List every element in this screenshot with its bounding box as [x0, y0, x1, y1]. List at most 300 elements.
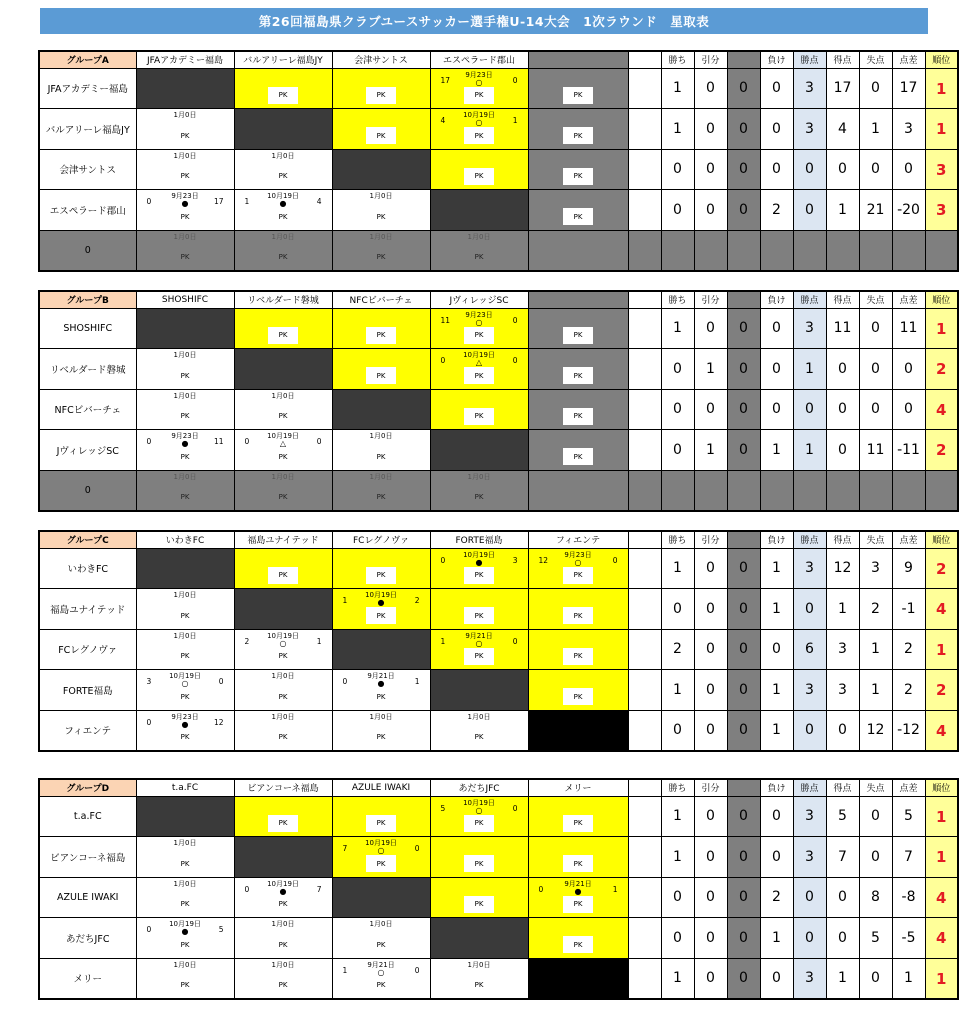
match-cell[interactable] [430, 230, 528, 271]
stat-value: 0 [826, 918, 859, 959]
pk-box: PK [563, 688, 593, 705]
stat-value: 1 [760, 548, 793, 589]
rank-cell [925, 190, 958, 231]
match-date: 1月0日 [369, 472, 393, 481]
match-cell[interactable] [234, 710, 332, 751]
pk-box: PK [563, 127, 593, 144]
result-mark: ● [475, 557, 483, 567]
row-team-name: 会津サントス [39, 149, 136, 190]
match-date: 1月0日 [271, 672, 295, 680]
stat-header: 順位 [925, 779, 958, 796]
rank-cell [925, 430, 958, 471]
stat-value: 1 [826, 589, 859, 630]
pk-box: PK [366, 936, 396, 953]
stat-value [661, 470, 694, 511]
match-cell[interactable] [430, 109, 528, 150]
match-cell[interactable] [332, 589, 430, 630]
match-content [529, 430, 628, 470]
pk-box: PK [563, 168, 593, 185]
pk-box: PK [464, 567, 494, 584]
match-cell[interactable] [332, 837, 430, 878]
table-row [39, 349, 958, 390]
stat-value: 1 [793, 430, 826, 471]
stat-value: 0 [694, 109, 727, 150]
match-cell[interactable] [528, 68, 628, 109]
match-content [529, 878, 628, 918]
rank-value: 1 [936, 848, 947, 867]
stat-value: 0 [760, 629, 793, 670]
pk-box: PK [268, 327, 298, 344]
match-content [333, 797, 430, 837]
stat-value: 0 [694, 877, 727, 918]
rank-cell [925, 629, 958, 670]
match-cell[interactable] [430, 470, 528, 511]
match-cell[interactable] [234, 958, 332, 999]
header-row [39, 291, 958, 308]
column-team-name: FCレグノヴァ [332, 531, 430, 548]
match-cell[interactable] [528, 670, 628, 711]
table-row [39, 109, 958, 150]
pk-box: PK [376, 493, 386, 501]
match-content [137, 231, 234, 271]
match-cell[interactable] [332, 918, 430, 959]
stat-header: 失点 [859, 779, 892, 796]
match-cell[interactable] [136, 918, 234, 959]
pk-box: PK [170, 896, 200, 913]
match-cell[interactable] [332, 308, 430, 349]
column-team-name: JヴィレッジSC [430, 291, 528, 308]
match-cell[interactable] [430, 389, 528, 430]
pk-box: PK [464, 729, 494, 746]
match-cell[interactable] [234, 149, 332, 190]
match-cell[interactable] [430, 349, 528, 390]
match-cell[interactable] [234, 68, 332, 109]
column-team-name [528, 51, 628, 68]
row-team-name: t.a.FC [39, 796, 136, 837]
match-content [431, 878, 528, 918]
match-cell[interactable] [136, 837, 234, 878]
stat-header [727, 51, 760, 68]
match-date: 10月19日 [463, 550, 495, 559]
match-cell[interactable] [136, 629, 234, 670]
match-cell[interactable] [136, 149, 234, 190]
match-cell[interactable] [136, 109, 234, 150]
match-cell[interactable] [430, 149, 528, 190]
pk-box: PK [170, 607, 200, 624]
match-content [235, 630, 332, 670]
rank-cell [925, 389, 958, 430]
table-row [39, 589, 958, 630]
stat-value: 0 [694, 149, 727, 190]
stat-value [760, 230, 793, 271]
stat-header: 勝点 [793, 291, 826, 308]
pk-box: PK [366, 607, 396, 624]
pk-box: PK [563, 607, 593, 624]
match-cell[interactable] [528, 389, 628, 430]
stat-value: 0 [859, 389, 892, 430]
result-mark: ○ [475, 317, 483, 327]
score-right: 0 [512, 75, 518, 85]
match-cell[interactable] [332, 68, 430, 109]
match-cell[interactable] [528, 430, 628, 471]
match-cell[interactable] [234, 190, 332, 231]
score-left: 0 [244, 437, 250, 446]
match-cell[interactable] [430, 589, 528, 630]
stat-value: 2 [760, 877, 793, 918]
match-cell[interactable] [430, 796, 528, 837]
pk-box: PK [366, 127, 396, 144]
match-date: 10月19日 [365, 839, 397, 847]
match-cell[interactable] [528, 629, 628, 670]
stat-value: 3 [793, 670, 826, 711]
stat-header: 順位 [925, 291, 958, 308]
pk-box: PK [563, 208, 593, 225]
match-content [137, 630, 234, 670]
pk-box: PK [170, 936, 200, 953]
table-row [39, 190, 958, 231]
score-right: 11 [213, 437, 224, 446]
rank-value: 2 [936, 559, 947, 578]
match-cell[interactable] [332, 470, 430, 511]
group-name: グループA [39, 51, 136, 68]
spacer-cell [628, 349, 661, 390]
match-cell[interactable] [430, 710, 528, 751]
spacer-cell [628, 629, 661, 670]
stat-value: 0 [727, 670, 760, 711]
stat-value [727, 470, 760, 511]
stat-value: 0 [661, 190, 694, 231]
match-cell[interactable] [332, 230, 430, 271]
match-cell[interactable] [430, 308, 528, 349]
rank-cell [925, 470, 958, 511]
pk-box: PK [170, 448, 200, 465]
match-cell[interactable] [234, 796, 332, 837]
match-date: 9月21日 [564, 879, 592, 888]
match-cell[interactable] [528, 109, 628, 150]
match-cell[interactable] [234, 918, 332, 959]
match-cell[interactable] [332, 710, 430, 751]
stat-value: 0 [661, 349, 694, 390]
rank-value: 4 [936, 721, 947, 740]
spacer-cell [628, 389, 661, 430]
match-cell[interactable] [528, 149, 628, 190]
match-cell[interactable] [332, 670, 430, 711]
spacer-cell [628, 589, 661, 630]
score-right: 1 [612, 884, 618, 894]
stat-header: 得点 [826, 779, 859, 796]
stat-value: 0 [727, 710, 760, 751]
match-content [235, 430, 332, 470]
result-mark: △ [475, 358, 483, 367]
stat-value: 1 [859, 629, 892, 670]
match-cell[interactable] [136, 589, 234, 630]
row-team-name: メリー [39, 958, 136, 999]
rank-cell [925, 958, 958, 999]
stat-value: 0 [793, 710, 826, 751]
stat-value: 0 [727, 837, 760, 878]
pk-box: PK [170, 688, 200, 705]
pk-box: PK [563, 87, 593, 104]
pk-box: PK [563, 855, 593, 872]
match-cell[interactable] [528, 877, 628, 918]
score-left: 0 [146, 437, 152, 446]
pk-box: PK [268, 648, 298, 665]
match-content [431, 349, 528, 389]
match-cell[interactable] [528, 589, 628, 630]
match-date: 1月0日 [369, 192, 393, 200]
match-cell[interactable] [234, 670, 332, 711]
column-team-name: AZULE IWAKI [332, 779, 430, 796]
rank-value: 1 [936, 79, 947, 98]
match-cell[interactable] [332, 190, 430, 231]
match-content [235, 190, 332, 230]
stat-value: 0 [694, 670, 727, 711]
match-content [333, 711, 430, 751]
match-date: 10月19日 [463, 798, 495, 807]
match-date: 1月0日 [271, 712, 295, 721]
stat-value: 1 [826, 958, 859, 999]
match-cell[interactable] [528, 470, 628, 511]
match-date: 9月21日 [465, 631, 493, 640]
match-cell[interactable] [332, 430, 430, 471]
match-cell [332, 389, 430, 430]
stat-value: 3 [793, 308, 826, 349]
score-right: 1 [316, 636, 322, 646]
match-cell[interactable] [234, 230, 332, 271]
stat-value [892, 230, 925, 271]
column-team-name: NFCビバーチェ [332, 291, 430, 308]
match-content [529, 309, 628, 349]
column-team-name: フィエンテ [528, 531, 628, 548]
group-name: グループC [39, 531, 136, 548]
match-content [137, 878, 234, 918]
spacer-cell [628, 470, 661, 511]
match-date: 10月19日 [267, 631, 299, 640]
table-row [39, 230, 958, 271]
column-team-name: SHOSHIFC [136, 291, 234, 308]
match-date: 9月23日 [465, 70, 493, 79]
result-mark: ○ [475, 638, 483, 648]
match-cell[interactable] [136, 670, 234, 711]
match-cell[interactable] [528, 796, 628, 837]
match-date: 10月19日 [267, 879, 299, 888]
result-mark: ● [181, 439, 189, 448]
stat-value: 11 [859, 430, 892, 471]
match-cell[interactable] [528, 230, 628, 271]
match-content [137, 471, 234, 511]
pk-box: PK [366, 855, 396, 872]
pk-box: PK [563, 327, 593, 344]
pk-box: PK [180, 253, 190, 261]
spacer-cell [628, 109, 661, 150]
rank-value: 4 [936, 888, 947, 907]
match-cell [528, 958, 628, 999]
match-cell[interactable] [332, 548, 430, 589]
rank-cell [925, 589, 958, 630]
stat-value: 0 [826, 349, 859, 390]
stat-value: 3 [859, 548, 892, 589]
stat-header: 得点 [826, 51, 859, 68]
match-cell[interactable] [528, 918, 628, 959]
column-team-name: ビアンコーネ福島 [234, 779, 332, 796]
stat-value [727, 230, 760, 271]
pk-box: PK [170, 729, 200, 746]
stat-value: 0 [694, 190, 727, 231]
match-cell[interactable] [234, 470, 332, 511]
match-cell [234, 109, 332, 150]
match-cell [136, 68, 234, 109]
match-content [333, 670, 430, 710]
match-content [529, 471, 628, 511]
match-content [137, 349, 234, 389]
stat-value: 1 [859, 670, 892, 711]
stat-value: 0 [694, 589, 727, 630]
rank-cell [925, 710, 958, 751]
result-mark: ○ [377, 846, 385, 855]
match-cell[interactable] [332, 349, 430, 390]
match-date: 1月0日 [369, 232, 393, 241]
stat-header: 引分 [694, 51, 727, 68]
stat-header: 負け [760, 51, 793, 68]
stat-value: 0 [727, 430, 760, 471]
match-cell[interactable] [136, 710, 234, 751]
match-cell[interactable] [136, 430, 234, 471]
match-cell [332, 629, 430, 670]
match-cell[interactable] [430, 877, 528, 918]
match-content [529, 549, 628, 589]
stat-value: 0 [661, 589, 694, 630]
stat-value: 0 [694, 68, 727, 109]
stat-value: 5 [826, 796, 859, 837]
stat-value: 3 [793, 109, 826, 150]
score-left: 12 [538, 555, 549, 565]
match-cell[interactable] [528, 190, 628, 231]
pk-box: PK [268, 688, 298, 705]
match-date: 1月0日 [173, 631, 197, 640]
match-content [235, 150, 332, 190]
spacer-cell [628, 430, 661, 471]
match-cell[interactable] [136, 230, 234, 271]
match-content [137, 190, 234, 230]
stat-value: 0 [793, 589, 826, 630]
rank-cell [925, 837, 958, 878]
stat-value: 1 [694, 430, 727, 471]
pk-box: PK [464, 408, 494, 425]
pk-box: PK [474, 493, 484, 501]
match-cell[interactable] [332, 796, 430, 837]
match-cell[interactable] [528, 308, 628, 349]
group-table [38, 50, 959, 272]
match-cell[interactable] [430, 958, 528, 999]
match-date: 9月23日 [171, 712, 199, 721]
match-content [529, 109, 628, 149]
match-content [137, 390, 234, 430]
rank-value: 1 [936, 807, 947, 826]
match-content [431, 797, 528, 837]
match-date: 10月19日 [267, 192, 299, 200]
stat-value: 3 [826, 670, 859, 711]
result-mark: ● [181, 719, 189, 729]
match-cell[interactable] [136, 877, 234, 918]
stat-value: 21 [859, 190, 892, 231]
match-cell[interactable] [430, 629, 528, 670]
match-cell[interactable] [234, 308, 332, 349]
match-cell[interactable] [136, 470, 234, 511]
match-cell[interactable] [430, 548, 528, 589]
match-cell[interactable] [136, 958, 234, 999]
match-cell [430, 190, 528, 231]
match-cell[interactable] [234, 389, 332, 430]
stat-header: 引分 [694, 779, 727, 796]
row-team-name: エスペラード郡山 [39, 190, 136, 231]
table-row [39, 796, 958, 837]
stat-value: 8 [859, 877, 892, 918]
spacer-cell [628, 68, 661, 109]
stat-header: 失点 [859, 51, 892, 68]
stat-value: 0 [727, 68, 760, 109]
match-content [333, 231, 430, 271]
score-left: 0 [146, 925, 152, 934]
stat-value: 0 [760, 837, 793, 878]
match-date: 1月0日 [173, 351, 197, 359]
stat-value: 1 [661, 109, 694, 150]
header-row [39, 531, 958, 548]
match-cell [332, 149, 430, 190]
pk-box: PK [464, 896, 494, 913]
score-left: 11 [440, 315, 451, 325]
match-cell[interactable] [234, 629, 332, 670]
match-cell[interactable] [234, 548, 332, 589]
match-date: 1月0日 [173, 960, 197, 969]
spacer-cell [628, 796, 661, 837]
match-cell[interactable] [234, 877, 332, 918]
match-cell[interactable] [528, 837, 628, 878]
table-row [39, 629, 958, 670]
match-cell[interactable] [234, 430, 332, 471]
result-mark: ● [279, 886, 287, 896]
spacer-cell [628, 308, 661, 349]
match-content [333, 309, 430, 349]
match-cell [430, 430, 528, 471]
match-cell[interactable] [136, 190, 234, 231]
match-cell[interactable] [136, 389, 234, 430]
match-content [529, 918, 628, 958]
pk-box: PK [464, 367, 494, 384]
stat-value: 4 [826, 109, 859, 150]
pk-box: PK [366, 815, 396, 832]
row-team-name: 0 [39, 230, 136, 271]
score-right: 3 [512, 555, 518, 565]
match-cell[interactable] [528, 548, 628, 589]
stat-value: 0 [793, 389, 826, 430]
match-cell[interactable] [528, 349, 628, 390]
match-cell[interactable] [332, 109, 430, 150]
match-content [235, 309, 332, 349]
match-date: 10月19日 [463, 111, 495, 119]
match-date: 1月0日 [271, 960, 295, 969]
pk-box: PK [268, 815, 298, 832]
match-date: 1月0日 [173, 839, 197, 847]
match-cell[interactable] [430, 68, 528, 109]
stat-header [727, 531, 760, 548]
match-cell[interactable] [332, 958, 430, 999]
match-date: 10月19日 [267, 432, 299, 440]
match-content [529, 150, 628, 190]
match-cell[interactable] [136, 349, 234, 390]
match-date: 1月0日 [173, 151, 197, 160]
stat-value: 0 [859, 149, 892, 190]
match-cell[interactable] [430, 837, 528, 878]
